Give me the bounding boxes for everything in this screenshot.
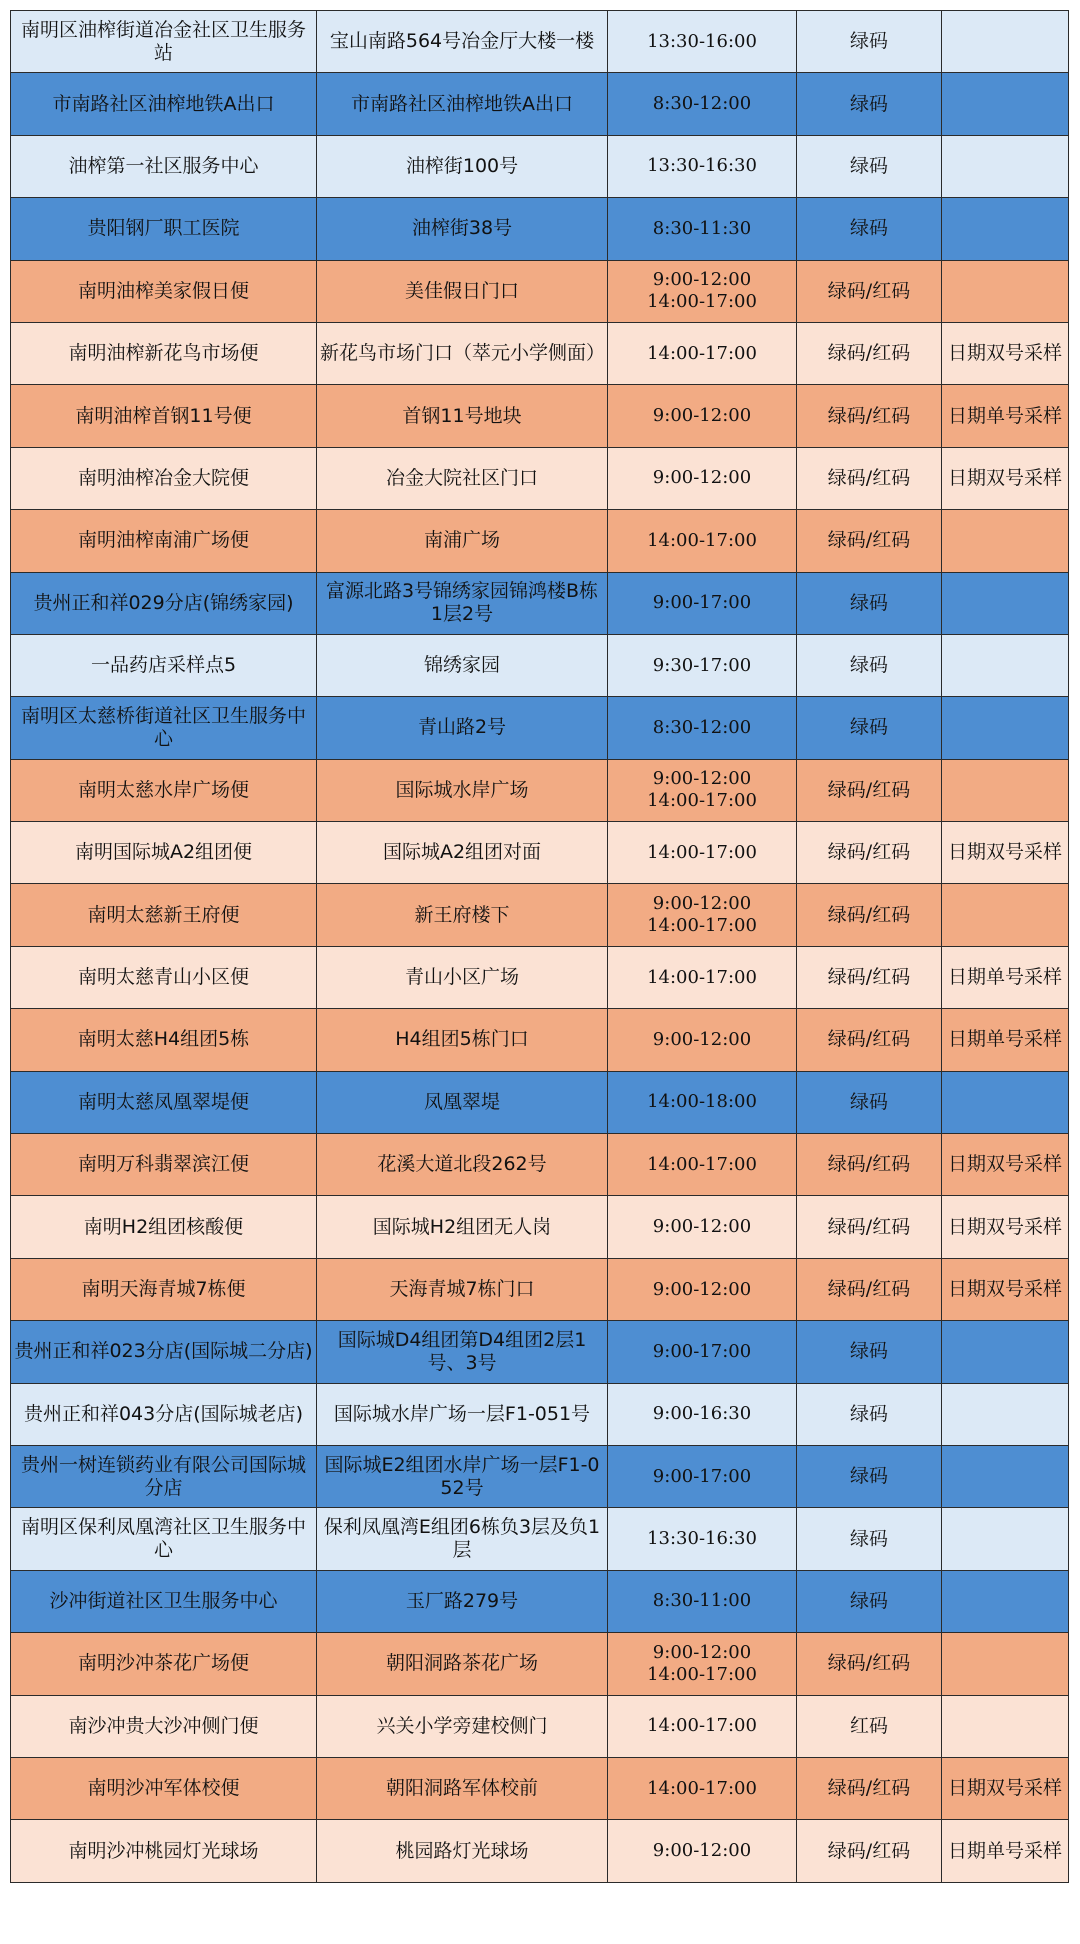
site-name-cell: 贵州正和祥023分店(国际城二分店) [11,1321,317,1383]
sampling-time-cell [608,11,797,73]
sampling-time-cell [608,1321,797,1383]
site-address-cell: 凤凰翠堤 [317,1071,608,1133]
time-range: 14:00-17:00 [647,529,757,551]
table-row [11,1633,1069,1695]
site-name-cell: 南明油榨新花鸟市场便 [11,322,317,384]
site-name-cell: 南明H2组团核酸便 [11,1196,317,1258]
site-address-cell: 青山小区广场 [317,946,608,1008]
sampling-sites-table-body [11,11,1069,1883]
time-range: 8:30-12:00 [652,716,752,738]
sampling-time-cell [608,1009,797,1071]
sampling-time-cell [608,634,797,696]
health-code-cell: 绿码/红码 [797,385,942,447]
sampling-time-cell [608,447,797,509]
site-address-cell: 锦绣家园 [317,634,608,696]
sampling-note-cell [942,759,1069,821]
table-row [11,447,1069,509]
site-name-cell: 南明区太慈桥街道社区卫生服务中心 [11,697,317,759]
health-code-cell: 绿码 [797,1445,942,1507]
site-address-cell: 美佳假日门口 [317,260,608,322]
health-code-cell: 绿码/红码 [797,1820,942,1882]
time-range: 14:00-17:00 [647,1777,757,1799]
table-row [11,1258,1069,1320]
site-name-cell: 南明沙冲军体校便 [11,1757,317,1819]
site-address-cell: 国际城D4组团第D4组团2层1号、3号 [317,1321,608,1383]
table-row [11,260,1069,322]
table-row [11,1570,1069,1632]
site-name-cell: 南明太慈水岸广场便 [11,759,317,821]
site-address-cell: H4组团5栋门口 [317,1009,608,1071]
site-address-cell: 宝山南路564号冶金厅大楼一楼 [317,11,608,73]
site-address-cell: 国际城H2组团无人岗 [317,1196,608,1258]
site-name-cell: 南明太慈凤凰翠堤便 [11,1071,317,1133]
sampling-note-cell [942,884,1069,946]
site-name-cell: 南明油榨南浦广场便 [11,510,317,572]
time-range: 9:30-17:00 [652,654,752,676]
site-address-cell: 国际城水岸广场 [317,759,608,821]
health-code-cell: 绿码/红码 [797,260,942,322]
table-row [11,884,1069,946]
time-range: 14:00-17:00 [647,342,757,364]
time-range: 14:00-18:00 [647,1091,757,1113]
sampling-note-cell [942,11,1069,73]
sampling-note-cell [942,1695,1069,1757]
health-code-cell: 绿码 [797,73,942,135]
sampling-time-cell [608,1757,797,1819]
site-name-cell: 南明国际城A2组团便 [11,822,317,884]
time-range: 9:00-12:00 [652,1028,752,1050]
site-address-cell: 富源北路3号锦绣家园锦鸿楼B栋1层2号 [317,572,608,634]
health-code-cell: 绿码 [797,572,942,634]
time-range: 14:00-17:00 [647,291,757,313]
site-name-cell: 一品药店采样点5 [11,634,317,696]
sampling-time-cell [608,385,797,447]
site-name-cell: 南明区保利凤凰湾社区卫生服务中心 [11,1508,317,1570]
time-range: 14:00-17:00 [647,841,757,863]
sampling-time-cell [608,759,797,821]
health-code-cell: 绿码/红码 [797,1633,942,1695]
sampling-time-cell [608,822,797,884]
site-address-cell: 玉厂路279号 [317,1570,608,1632]
sampling-time-cell [608,1570,797,1632]
sampling-time-cell [608,260,797,322]
sampling-note-cell [942,260,1069,322]
site-name-cell: 市南路社区油榨地铁A出口 [11,73,317,135]
table-row [11,1321,1069,1383]
site-name-cell: 南明太慈H4组团5栋 [11,1009,317,1071]
site-name-cell: 贵州正和祥029分店(锦绣家园) [11,572,317,634]
time-range: 8:30-11:00 [652,1590,752,1612]
health-code-cell: 绿码/红码 [797,946,942,1008]
site-address-cell: 油榨街38号 [317,198,608,260]
site-address-cell: 朝阳洞路军体校前 [317,1757,608,1819]
health-code-cell: 红码 [797,1695,942,1757]
sampling-note-cell: 日期双号采样 [942,1757,1069,1819]
table-row [11,946,1069,1008]
time-range: 9:00-17:00 [652,1340,752,1362]
sampling-time-cell [608,1820,797,1882]
sampling-note-cell [942,1321,1069,1383]
table-row [11,1820,1069,1882]
sampling-time-cell [608,322,797,384]
time-range: 9:00-12:00 [652,1641,752,1663]
site-address-cell: 新花鸟市场门口（萃元小学侧面） [317,322,608,384]
health-code-cell: 绿码/红码 [797,322,942,384]
table-row [11,1009,1069,1071]
time-range: 9:00-12:00 [652,768,752,790]
table-row [11,1757,1069,1819]
time-range: 9:00-12:00 [652,269,752,291]
site-address-cell: 桃园路灯光球场 [317,1820,608,1882]
time-range: 8:30-11:30 [652,217,752,239]
health-code-cell: 绿码 [797,697,942,759]
site-address-cell: 市南路社区油榨地铁A出口 [317,73,608,135]
time-range: 13:30-16:30 [647,1528,757,1550]
table-row [11,1071,1069,1133]
table-row [11,510,1069,572]
site-name-cell: 油榨第一社区服务中心 [11,135,317,197]
health-code-cell: 绿码/红码 [797,447,942,509]
sampling-time-cell [608,884,797,946]
time-range: 13:30-16:00 [647,30,757,52]
site-address-cell: 国际城水岸广场一层F1-051号 [317,1383,608,1445]
table-row [11,1445,1069,1507]
sampling-time-cell [608,1134,797,1196]
site-name-cell: 贵阳钢厂职工医院 [11,198,317,260]
sampling-note-cell: 日期单号采样 [942,1820,1069,1882]
sampling-time-cell [608,1445,797,1507]
health-code-cell: 绿码/红码 [797,1196,942,1258]
table-row [11,572,1069,634]
sampling-note-cell: 日期单号采样 [942,1009,1069,1071]
health-code-cell: 绿码/红码 [797,1757,942,1819]
sampling-time-cell [608,1695,797,1757]
time-range: 14:00-17:00 [647,1663,757,1685]
time-range: 9:00-12:00 [652,467,752,489]
table-row [11,1695,1069,1757]
health-code-cell: 绿码 [797,634,942,696]
sampling-note-cell [942,1508,1069,1570]
site-name-cell: 南明沙冲桃园灯光球场 [11,1820,317,1882]
sampling-sites-table [10,10,1069,1883]
time-range: 9:00-16:30 [652,1403,752,1425]
site-name-cell: 南明太慈青山小区便 [11,946,317,1008]
health-code-cell: 绿码/红码 [797,510,942,572]
time-range: 8:30-12:00 [652,93,752,115]
health-code-cell: 绿码/红码 [797,759,942,821]
site-address-cell: 朝阳洞路茶花广场 [317,1633,608,1695]
site-address-cell: 国际城E2组团水岸广场一层F1-052号 [317,1445,608,1507]
time-range: 9:00-12:00 [652,1278,752,1300]
sampling-note-cell [942,1445,1069,1507]
sampling-note-cell [942,572,1069,634]
sampling-time-cell [608,73,797,135]
time-range: 14:00-17:00 [647,1715,757,1737]
health-code-cell: 绿码 [797,1570,942,1632]
sampling-note-cell [942,697,1069,759]
sampling-note-cell [942,1570,1069,1632]
sampling-note-cell [942,634,1069,696]
site-name-cell: 南明油榨冶金大院便 [11,447,317,509]
sampling-time-cell [608,510,797,572]
table-row [11,198,1069,260]
sampling-note-cell [942,1383,1069,1445]
sampling-time-cell [608,1508,797,1570]
sampling-time-cell [608,198,797,260]
site-name-cell: 南明天海青城7栋便 [11,1258,317,1320]
table-row [11,1196,1069,1258]
site-name-cell: 贵州一树连锁药业有限公司国际城分店 [11,1445,317,1507]
site-address-cell: 冶金大院社区门口 [317,447,608,509]
site-address-cell: 新王府楼下 [317,884,608,946]
time-range: 14:00-17:00 [647,915,757,937]
health-code-cell: 绿码 [797,1383,942,1445]
site-address-cell: 首钢11号地块 [317,385,608,447]
table-row [11,1134,1069,1196]
health-code-cell: 绿码 [797,198,942,260]
sampling-time-cell [608,572,797,634]
table-row [11,135,1069,197]
table-row [11,322,1069,384]
sampling-note-cell [942,1633,1069,1695]
time-range: 9:00-17:00 [652,592,752,614]
site-name-cell: 南明太慈新王府便 [11,884,317,946]
site-address-cell: 青山路2号 [317,697,608,759]
site-address-cell: 天海青城7栋门口 [317,1258,608,1320]
site-name-cell: 南明区油榨街道冶金社区卫生服务站 [11,11,317,73]
sampling-time-cell [608,1383,797,1445]
sampling-time-cell [608,1633,797,1695]
sampling-note-cell: 日期双号采样 [942,1258,1069,1320]
table-row [11,73,1069,135]
health-code-cell: 绿码/红码 [797,884,942,946]
time-range: 9:00-12:00 [652,1840,752,1862]
time-range: 14:00-17:00 [647,1153,757,1175]
time-range: 14:00-17:00 [647,966,757,988]
sampling-time-cell [608,1071,797,1133]
time-range: 9:00-12:00 [652,893,752,915]
site-address-cell: 花溪大道北段262号 [317,1134,608,1196]
site-address-cell: 油榨街100号 [317,135,608,197]
site-address-cell: 兴关小学旁建校侧门 [317,1695,608,1757]
time-range: 9:00-12:00 [652,405,752,427]
sampling-note-cell: 日期双号采样 [942,447,1069,509]
sampling-note-cell: 日期单号采样 [942,385,1069,447]
health-code-cell: 绿码/红码 [797,1258,942,1320]
table-row [11,385,1069,447]
site-name-cell: 沙冲街道社区卫生服务中心 [11,1570,317,1632]
table-row [11,822,1069,884]
site-name-cell: 南明油榨美家假日便 [11,260,317,322]
health-code-cell: 绿码/红码 [797,1009,942,1071]
sampling-note-cell: 日期双号采样 [942,322,1069,384]
health-code-cell: 绿码/红码 [797,1134,942,1196]
sampling-note-cell [942,198,1069,260]
table-row [11,634,1069,696]
table-row [11,1508,1069,1570]
time-range: 9:00-12:00 [652,1216,752,1238]
health-code-cell: 绿码 [797,1321,942,1383]
sampling-note-cell: 日期双号采样 [942,1196,1069,1258]
table-row [11,1383,1069,1445]
table-row [11,11,1069,73]
health-code-cell: 绿码 [797,1071,942,1133]
sampling-note-cell: 日期单号采样 [942,946,1069,1008]
site-name-cell: 南明万科翡翠滨江便 [11,1134,317,1196]
site-name-cell: 南明沙冲茶花广场便 [11,1633,317,1695]
site-name-cell: 南沙冲贵大沙冲侧门便 [11,1695,317,1757]
sampling-note-cell [942,135,1069,197]
health-code-cell: 绿码 [797,1508,942,1570]
sampling-time-cell [608,946,797,1008]
sampling-time-cell [608,1258,797,1320]
site-name-cell: 南明油榨首钢11号便 [11,385,317,447]
sampling-note-cell: 日期双号采样 [942,1134,1069,1196]
sampling-note-cell [942,73,1069,135]
site-name-cell: 贵州正和祥043分店(国际城老店) [11,1383,317,1445]
table-row [11,697,1069,759]
health-code-cell: 绿码/红码 [797,822,942,884]
time-range: 13:30-16:30 [647,155,757,177]
sampling-note-cell [942,510,1069,572]
health-code-cell: 绿码 [797,11,942,73]
sampling-time-cell [608,1196,797,1258]
time-range: 14:00-17:00 [647,790,757,812]
sampling-time-cell [608,697,797,759]
table-row [11,759,1069,821]
sampling-note-cell: 日期双号采样 [942,822,1069,884]
site-address-cell: 国际城A2组团对面 [317,822,608,884]
sampling-note-cell [942,1071,1069,1133]
health-code-cell: 绿码 [797,135,942,197]
site-address-cell: 保利凤凰湾E组团6栋负3层及负1层 [317,1508,608,1570]
sampling-time-cell [608,135,797,197]
time-range: 9:00-17:00 [652,1465,752,1487]
site-address-cell: 南浦广场 [317,510,608,572]
